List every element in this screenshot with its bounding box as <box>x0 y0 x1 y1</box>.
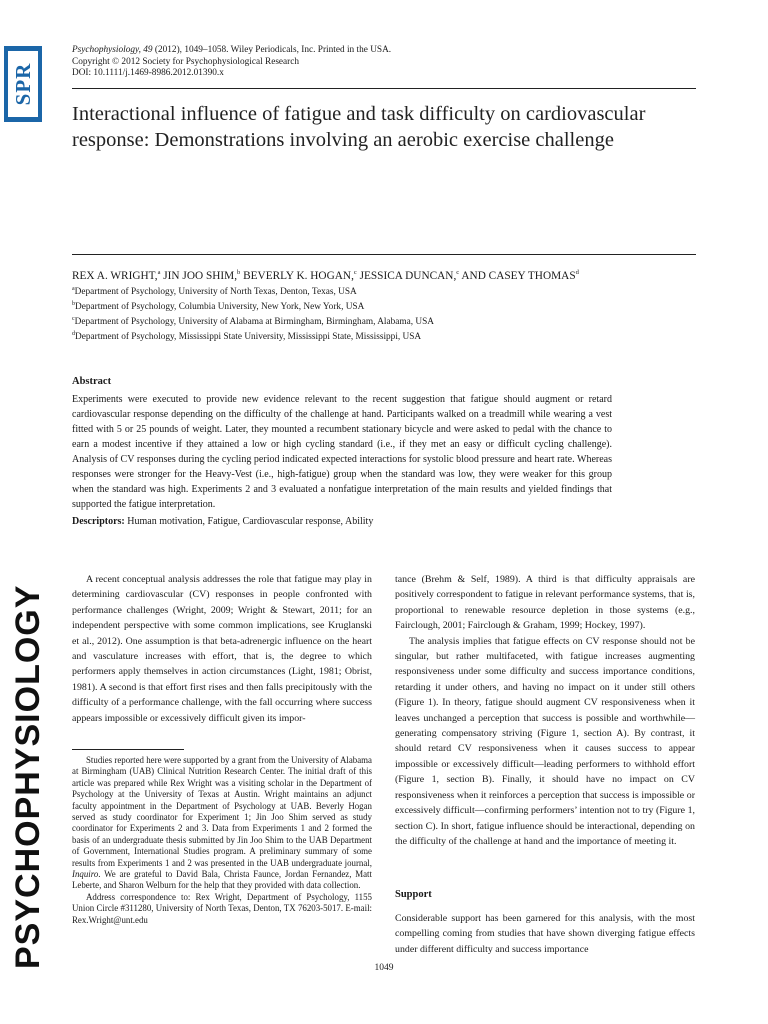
author-list <box>72 266 702 283</box>
title-rule <box>72 254 696 255</box>
journal-logo <box>4 46 42 122</box>
affiliation-sup: b <box>72 300 75 307</box>
abstract-text: Experiments were executed to provide new evidence relevant to the recent suggestion that fatigue should augment or retard cardiovascular response depending on the difficulty of the challenge at hand. Participants walked on a treadmill while wearing a vest fitted with 5 or 25 pounds of weight. Later, they mounted a recumbent stationary bicycle and were asked to pedal with the chance to earn a modest incentive if they attained a low or high cycling standard (i.e., if they met an easy or difficult cycling challenge). Analysis of CV responses during the cycling period indicated expected interactions for systolic blood pressure and heart rate. Whereas responses were stronger for the Heavy-Vest (i.e., high-fatigue) group when the standard was low, they were weaker for this group when the standard was high. Experiments 2 and 3 evaluated a nonfatigue interpretation of the main results and yielded findings that supported the fatigue interpretation. <box>72 394 612 510</box>
author-name: BEVERLY K. HOGAN, <box>240 269 354 282</box>
body-column-right <box>395 572 695 849</box>
page-number: 1049 <box>374 963 394 973</box>
affiliation <box>72 299 434 314</box>
author-name: REX A. WRIGHT, <box>72 269 158 282</box>
author-name: JESSICA DUNCAN, <box>356 269 457 282</box>
footnote <box>72 755 372 926</box>
support-paragraph: Considerable support has been garnered for this analysis, with the most compelling coming from studies that have shown diverging fatigue effects under different difficulty and success importance <box>395 913 695 955</box>
affiliation-sup: c <box>72 315 75 322</box>
affiliation-text: Department of Psychology, Columbia University, New York, New York, USA <box>75 301 365 312</box>
author-sup: c <box>353 269 357 276</box>
affiliation-sup: a <box>72 286 75 292</box>
footnote-paragraph <box>72 755 372 892</box>
affiliation <box>72 284 434 299</box>
footnote-text: . We are grateful to David Bala, Christa Faunce, Jordan Fernandez, Matt Leberte, and Sharon Welburn for the help that they provided with data collection. <box>72 869 372 891</box>
affiliation <box>72 314 434 329</box>
section-heading-support: Support <box>395 889 432 900</box>
article-title: Interactional influence of fatigue and task difficulty on cardiovascular response: Demonstrations involving an aerobic exercise challenge <box>72 103 646 151</box>
author-name: JIN JOO SHIM, <box>160 269 238 282</box>
logo-inner <box>8 51 38 117</box>
affiliation <box>72 329 434 344</box>
author-sup: d <box>575 269 579 276</box>
descriptors-label: Descriptors: <box>72 516 125 527</box>
affiliations <box>72 284 434 344</box>
logo-text: SPR <box>11 62 35 106</box>
affiliation-text: Department of Psychology, University of North Texas, Denton, Texas, USA <box>74 287 357 298</box>
descriptors <box>72 515 672 529</box>
body-column-left <box>72 572 372 726</box>
doi-line: DOI: 10.1111/j.1469-8986.2012.01390.x <box>72 68 224 78</box>
citation-header <box>72 45 391 80</box>
author-sup: b <box>237 269 241 276</box>
author-sup: a <box>157 269 161 276</box>
affiliation-text: Department of Psychology, University of Alabama at Birmingham, Birmingham, Alabama, USA <box>74 316 435 327</box>
body-paragraph: tance (Brehm & Self, 1989). A third is that difficulty appraisals are positively correspondent to fatigue in relevant performance systems, that is, proportional to renewable resource depletion in those systems (e.g., Fairclough, 2001; Fairclough & Graham, 1999; Hockey, 1997). <box>395 574 695 632</box>
footnote-journal-italic: Inquiro <box>72 869 99 880</box>
vertical-journal-name: PSYCHOPHYSIOLOGY <box>9 584 47 969</box>
citation-details: (2012), 1049–1058. Wiley Periodicals, Inc. Printed in the USA. <box>152 45 392 55</box>
footnote-correspondence: Address correspondence to: Rex Wright, Department of Psychology, 1155 Union Circle #311280, University of North Texas, Denton, TX 76203-5017. E-mail: Rex.Wright@unt.edu <box>72 891 372 925</box>
affiliation-text: Department of Psychology, Mississippi State University, Mississippi State, Mississippi, USA <box>75 331 422 342</box>
abstract-heading: Abstract <box>72 376 112 387</box>
footnote-text: Studies reported here were supported by a grant from the University of Alabama at Birmingham (UAB) Clinical Nutrition Research Center. The initial draft of this article was prepared while Rex Wright was a visiting scholar in the Department of Psychology at the University of Texas at Austin. Wright maintains an adjunct faculty appointment in the Department of Psychology at UAB. Beverly Hogan served as study coordinator for Experiment 1; Jin Joo Shim served as study coordinator for Experiments 2 and 3. Data from Experiments 1 and 2 formed the basis of an undergraduate thesis submitted by Jin Joo Shim to the UAB Department of Government, International Studies program. A preliminary summary of some results from Experiments 1 and 2 was presented in the UAB undergraduate journal, <box>72 755 372 868</box>
citation-line <box>72 45 391 57</box>
author-name: AND CASEY THOMAS <box>459 269 576 282</box>
affiliation-sup: d <box>72 330 75 337</box>
author-sup: c <box>456 269 460 276</box>
copyright-line: Copyright © 2012 Society for Psychophysiological Research <box>72 56 300 67</box>
descriptors-text: Human motivation, Fatigue, Cardiovascular response, Ability <box>124 516 374 527</box>
body-paragraph: The analysis implies that fatigue effects on CV response should not be singular, but rather multifaceted, with fatigue increases augmenting responsiveness under some difficulty and success importance conditions, retarding it under others, and having no impact on it under still others (Figure 1). In theory, fatigue should augment CV responsiveness when it leaves unchanged a perception that success is possible and worthwhile—generating compensatory striving (Figure 1, section A). By contrast, it should retard CV responsiveness when it causes success to appear impossible or excessively difficult—leading performers to withhold effort (Figure 1, section B). Finally, it should have no impact on CV responsiveness when it reinforces a perception that success is impossible or excessively difficult—confirming performers’ intention not to try (Figure 1, section C). In short, fatigue influence should be interactional, depending on the difficulty of the challenge at hand and the importance of meeting it. <box>395 635 695 847</box>
citation-journal: Psychophysiology, 49 <box>72 45 153 55</box>
body-paragraph: A recent conceptual analysis addresses the role that fatigue may play in determining cardiovascular (CV) responses in people confronted with performance challenges (Wright, 2009; Wright & Stewart, 2011; for an independent perspective with some common implications, see Kruglanski et al., 2012). One assumption is that beta-adrenergic influence on the heart and vasculature increases with effort, that is, the degree to which performers apply themselves in action circumstances (Light, 1981; Obrist, 1981). A second is that effort first rises and then falls precipitously with the difficulty of a performance challenge, with the fall occurring where success appears impossible or excessively difficult given its impor- <box>72 574 372 724</box>
header-rule <box>72 88 696 89</box>
footnote-rule <box>72 749 184 750</box>
